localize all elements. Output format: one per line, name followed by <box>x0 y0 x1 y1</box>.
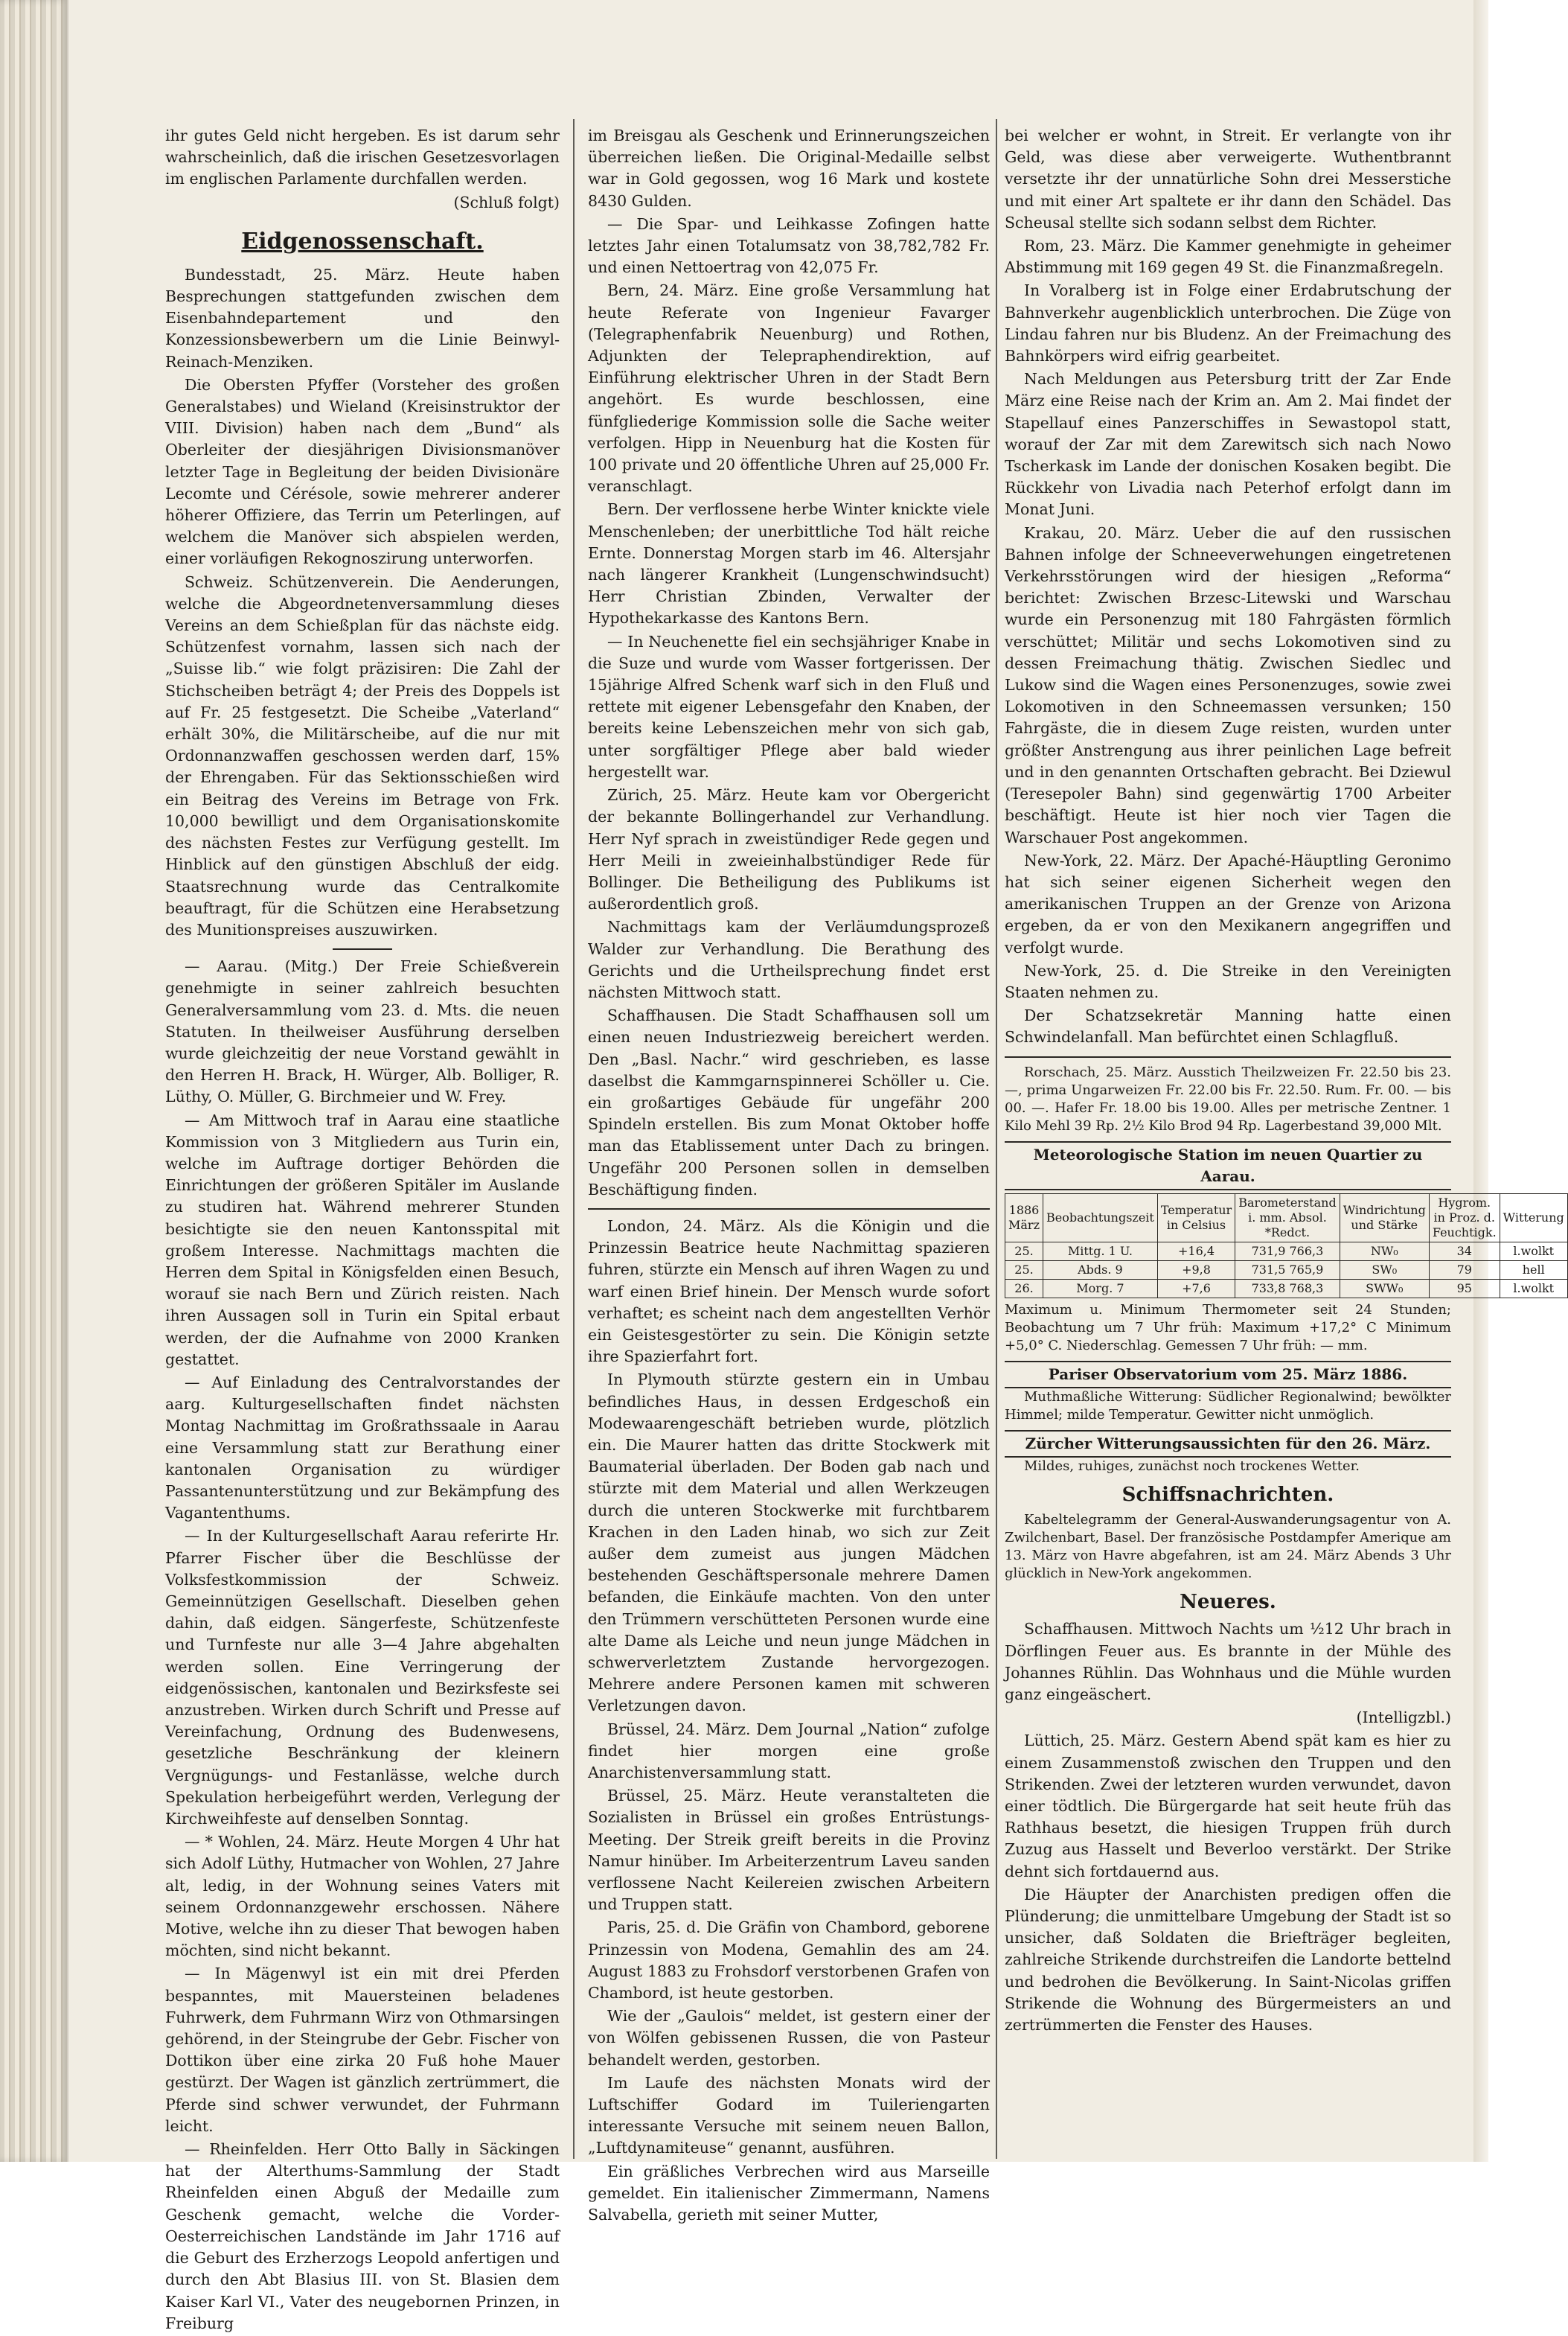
article-bundesstadt: Bundesstadt, 25. März. Heute haben Besprechungen stattgefunden zwischen dem Eisenbahndepartement und den Konzessionsbewerbern um die Linie Beinwyl-Reinach-Menziken. <box>165 265 560 371</box>
paris-observatory-title: Pariser Observatorium vom 25. März 1886. <box>1005 1361 1451 1388</box>
article-wohlen: — * Wohlen, 24. März. Heute Morgen 4 Uhr hat sich Adolf Lüthy, Hutmacher von Wohlen, 27 Jahre alt, ledig, in der Wohnung seines Vaters mit seinem Ordonnanzgewehr erschossen. Nähere Motive, welche ihn zu dieser That bewogen haben möchten, sind nicht bekannt. <box>165 1833 560 1960</box>
ship-news: Kabeltelegramm der General-Auswanderungsagentur von A. Zwilchenbart, Basel. Der französische Postdampfer Amerique am 13. März von Havre abgefahren, ist am 24. März Abends 3 Uhr glücklich in New-York angekommen. <box>1005 1512 1451 1582</box>
header-cell: Temperatur in Celsius <box>1157 1193 1235 1242</box>
table-row <box>1005 1242 1568 1260</box>
table-cell: 79 <box>1429 1260 1500 1279</box>
table-cell: Mittg. 1 U. <box>1043 1242 1158 1260</box>
article-new-york-2: New-York, 25. d. Die Streike in den Vereinigten Staaten nehmen zu. <box>1005 961 1451 1001</box>
table-cell: SWW₀ <box>1340 1279 1429 1298</box>
article-medaille: im Breisgau als Geschenk und Erinnerungszeichen überreichen ließen. Die Original-Medaille selbst war in Gold gegossen, wog 16 Mark und kostete 8430 Gulden. <box>588 127 990 210</box>
article-gaulois: Wie der „Gaulois“ meldet, ist gestern einer der von Wölfen gebissenen Russen, die von Pasteur behandelt werden, gestorben. <box>588 2007 990 2069</box>
article-bruessel-2: Brüssel, 25. März. Heute veranstalteten die Sozialisten in Brüssel ein großes Entrüstungs-Meeting. Der Streik greift bereits in die Provinz Namur hinüber. Im Arbeiterzentrum Laveu sanden verflossene Nacht Keilereien zwischen Arbeitern und Truppen statt. <box>588 1787 990 1914</box>
article-ireland-end: ihr gutes Geld nicht hergeben. Es ist darum sehr wahrscheinlich, daß die irischen Gesetzesvorlagen im englischen Parlamente durchfallen werden. <box>165 127 560 188</box>
table-cell: +16,4 <box>1157 1242 1235 1260</box>
article-rom: Rom, 23. März. Die Kammer genehmigte in geheimer Abstimmung mit 169 gegen 49 St. die Finanzmaßregeln. <box>1005 237 1451 277</box>
header-cell: Witterung <box>1500 1193 1567 1242</box>
table-cell: 25. <box>1005 1242 1043 1260</box>
zurich-forecast-text: Mildes, ruhiges, zunächst noch trockenes Wetter. <box>1024 1458 1360 1475</box>
table-cell: NW₀ <box>1340 1242 1429 1260</box>
table-cell: l.wolkt <box>1500 1279 1567 1298</box>
header-cell: Beobachtungszeit <box>1043 1193 1158 1242</box>
article-godard: Im Laufe des nächsten Monats wird der Luftschiffer Godard im Tuileriengarten interessante Versuche mit seinem neuen Ballon, „Luftdynamiteuse“ genannt, ausführen. <box>588 2073 990 2157</box>
column-3 <box>1005 125 1564 2037</box>
article-london: London, 24. März. Als die Königin und die Prinzessin Beatrice heute Nachmittag spazieren fuhren, stürzte ein Mensch auf ihren Wagen zu und warf einen Brief hinein. Der Mensch wurde sofort verhaftet; es scheint nach dem angestellten Verhör ein Geistesgestörter zu sein. Die Königin setzte ihre Spazierfahrt fort. <box>588 1216 990 1366</box>
article-zuerich-bollinger: Zürich, 25. März. Heute kam vor Obergericht der bekannte Bollingerhandel zur Verhandlung. Herr Nyf sprach in zweistündiger Rede gegen und Herr Meili in zweieinhalbstündiger Rede für Bollinger. Die Betheiligung des Publikums ist außerordentlich groß. <box>588 786 990 913</box>
section-heading-schiffsnachrichten: Schiffsnachrichten. <box>1121 1484 1334 1507</box>
header-cell: Hygrom. in Proz. d. Feuchtigk. <box>1429 1193 1500 1242</box>
article-luettich: Lüttich, 25. März. Gestern Abend spät kam es hier zu einem Zusammenstoß zwischen den Truppen und den Strikenden. Zwei der letzteren wurden verwundet, davon einer tödtlich. Die Bürgergarde hat seit heute früh das Rathhaus besetzt, die hiesigen Truppen früh durch Zuzug aus Hasselt und Beverloo verstärkt. Der Strike dehnt sich fortdauernd aus. <box>1005 1732 1451 1880</box>
article-new-york-1: New-York, 22. März. Der Apaché-Häuptling Geronimo hat sich seiner eigenen Sicherheit wegen den amerikanischen Truppen an der Grenze von Arizona ergeben, da er von den Mexikanern angegriffen und verfolgt wurde. <box>1005 851 1451 957</box>
divider <box>1005 1056 1451 1058</box>
table-row <box>1005 1279 1568 1298</box>
divider <box>333 948 392 950</box>
table-row <box>1005 1260 1568 1279</box>
article-bruessel-1: Brüssel, 24. März. Dem Journal „Nation“ zufolge findet hier morgen eine große Anarchistenversammlung statt. <box>588 1720 990 1782</box>
header-cell: Barometerstand i. mm. Absol. *Redct. <box>1235 1193 1340 1242</box>
section-heading-neueres: Neueres. <box>1180 1591 1276 1614</box>
article-aarau-schiessverein: — Aarau. (Mitg.) Der Freie Schießverein genehmigte in seiner zahlreich besuchten Generalversammlung vom 23. d. Mts. die neuen Statuten. In theilweiser Ausführung derselben wurde gleichzeitig der neue Vorstand gewählt in den Herren H. Brack, H. Würger, Alb. Bolliger, R. Lüthy, O. Müller, G. Birchmeier und W. Frey. <box>165 957 560 1106</box>
article-schuetzenverein: Schweiz. Schützenverein. Die Aenderungen, welche die Abgeordnetenversammlung dieses Vereins an dem Schießplan für das nächste eidg. Schützenfest vornahm, lassen sich nach der „Suisse lib.“ wie folgt präzisiren: Die Zahl der Stichscheiben beträgt 4; der Preis des Doppels ist auf Fr. 25 festgesetzt. Die Scheibe „Vaterland“ erhält 30%, die Militärscheibe, auf die nur mit Ordonnanzwaffen geschossen werden darf, 15% der Ehrengaben. Für das Sektionsschießen wird ein Beitrag des Vereins im Betrage von Frk. 10,000 bewilligt und dem Organisationskomite des nächsten Festes zur Verfügung gestellt. Im Hinblick auf den günstigen Abschluß der eidg. Staatsrechnung wurde das Centralkomite beauftragt, für die Schützen eine Herabsetzung des Munitionspreises auszuwirken. <box>165 572 560 939</box>
article-turin-kommission: — Am Mittwoch traf in Aarau eine staatliche Kommission von 3 Mitgliedern aus Turin ein, welche im Auftrage dortiger Behörden die Einrichtungen der größeren Spitäler im Auslande zu studiren hat. Während mehrerer Stunden besichtigte sie den neuen Kantonsspital mit großem Interesse. Nachmittags machten die Herren dem Spital in Königsfelden einen Besuch, worauf sie nach Bern und Zürich reisten. Nach ihren Aussagen soll in Turin ein Spital erbaut werden, der die Aufnahme von 2000 Kranken gestattet. <box>165 1111 560 1368</box>
page-edge <box>1473 0 1488 2162</box>
article-plymouth: In Plymouth stürzte gestern ein in Umbau befindliches Haus, in dessen Erdgeschoß ein Modewaarengeschäft betrieben wurde, plötzlich ein. Die Maurer hatten das dritte Stockwerk mit Baumaterial überladen. Der Boden gab nach und stürzte mit dem Material und allen Werkzeugen durch die unteren Stockwerke mit furchtbarem Krachen in den Laden hinab, wo sich zur Zeit außer dem zumeist aus jungen Mädchen bestehenden Geschäftspersonale mehrere Damen befanden, die Einkäufe machten. Von den unter den Trümmern verschütteten Personen wurde eine alte Dame als Leiche und neun junge Mädchen in schwerverletztem Zustande hervorgezogen. Mehrere andere Personen kamen mit schweren Verletzungen davon. <box>588 1370 990 1715</box>
table-cell: 26. <box>1005 1279 1043 1298</box>
paris-observatory-text: Muthmaßliche Witterung: Südlicher Regionalwind; bewölkter Himmel; milde Temperatur. Gewitter nicht unmöglich. <box>1005 1389 1451 1423</box>
table-cell: 731,9 766,3 <box>1235 1242 1340 1260</box>
table-cell: 34 <box>1429 1242 1500 1260</box>
table-cell: 95 <box>1429 1279 1500 1298</box>
market-report-rorschach: Rorschach, 25. März. Ausstich Theilzweizen Fr. 22.50 bis 23.—, prima Ungarweizen Fr. 22.00 bis Fr. 22.50. Rum. Fr. 00. — bis 00. —. Hafer Fr. 18.00 bis 19.00. Alles per metrische Zentner. 1 Kilo Mehl 39 Rp. 2½ Kilo Brod 94 Rp. Lagerbestand 39,000 Mlt. <box>1005 1064 1451 1134</box>
article-anarchisten: Die Häupter der Anarchisten predigen offen die Plünderung; die unmittelbare Umgebung der Stadt ist so unsicher, daß Soldaten die Briefträger begleiten, zahlreiche Strikende durchstreifen die Landorte bettelnd und bedrohen die Bevölkerung. In Saint-Nicolas griffen Strikende die Wohnung des Bürgermeisters an und zertrümmerten die Fenster des Hauses. <box>1005 1885 1451 2034</box>
article-neuchenette: — In Neuchenette fiel ein sechsjähriger Knabe in die Suze und wurde vom Wasser fortgerissen. Der 15jährige Alfred Schenk warf sich in den Fluß und rettete mit eigener Lebensgefahr den Knaben, der bereits keine Lebenszeichen mehr von sich gab, unter sorgfältiger Pflege aber bald wieder hergestellt war. <box>588 632 990 781</box>
article-bern-uhren: Bern, 24. März. Eine große Versammlung hat heute Referate von Ingenieur Favarger (Telegraphenfabrik Neuenburg) und Rothen, Adjunkten der Telepraphendirektion, auf Einführung elektrischer Uhren in der Stadt Bern angehört. Es wurde beschlossen, eine fünfgliederige Kommission solle die Sache weiter verfolgen. Hipp in Neuenburg hat die Kosten für 100 private und 20 öffentliche Uhren auf 25,000 Fr. veranschlagt. <box>588 281 990 496</box>
article-paris: Paris, 25. d. Die Gräfin von Chambord, geborene Prinzessin von Modena, Gemahlin des am 24. August 1883 zu Frohsdorf verstorbenen Grafen von Chambord, ist heute gestorben. <box>588 1918 990 2002</box>
article-obersten: Die Obersten Pfyffer (Vorsteher des großen Generalstabes) und Wieland (Kreisinstruktor der VIII. Division) haben nach dem „Bund“ als Oberleiter der diesjährigen Divisionsmanöver letzter Tage in Begleitung der beiden Divisionäre Lecomte und Cérésole, sowie mehrerer anderer höherer Offiziere, das Terrin um Peterlingen, auf welchem die Manöver sich abspielen werden, einer vorläufigen Rekognoszirung unterworfen. <box>165 375 560 568</box>
column-rule-2 <box>996 119 997 2159</box>
article-petersburg: Nach Meldungen aus Petersburg tritt der Zar Ende März eine Reise nach der Krim an. Am 2. Mai findet der Stapellauf eines Panzerschiffes in Sewastopol statt, worauf der Zar mit dem Zarewitsch sich nach Nowo Tscherkask im Lande der donischen Kosaken begibt. Die Rückkehr von Livadia nach Peterhof erfolgt dann im Monat Juni. <box>1005 370 1451 519</box>
article-bern-zbinden: Bern. Der verflossene herbe Winter knickte viele Menschenleben; der unerbittliche Tod hält reiche Ernte. Donnerstag Morgen starb im 46. Altersjahr nach längerer Krankheit (Lungenschwindsucht) Herr Christian Zbinden, Verwalter der Hypothekarkasse des Kantons Bern. <box>588 500 990 628</box>
weather-station-title: Meteorologische Station im neuen Quartier zu Aarau. <box>1005 1141 1451 1190</box>
weather-notes: Maximum u. Minimum Thermometer seit 24 Stunden; Beobachtung um 7 Uhr früh: Maximum +17,2° C Minimum +5,0° C. Niederschlag. Gemessen 7 Uhr früh: — mm. <box>1005 1301 1451 1353</box>
article-walder: Nachmittags kam der Verläumdungsprozeß Walder zur Verhandlung. Die Berathung des Gerichts und die Urtheilsprechung findet erst nächsten Mittwoch statt. <box>588 918 990 1001</box>
article-schaffhausen: Schaffhausen. Die Stadt Schaffhausen soll um einen neuen Industriezweig bereichert werden. Den „Basl. Nachr.“ wird geschrieben, es lasse daselbst die Kammgarnspinnerei Schöller u. Cie. ein großartiges Gebäude für ungefähr 200 Spindeln erstellen. Bis zum Monat Oktober hoffe man das Etablissement unter Dach zu bringen. Ungefähr 200 Personen sollen in demselben Beschäftigung finden. <box>588 1006 990 1199</box>
weather-table-header <box>1005 1193 1568 1242</box>
article-kulturgesellschaften: — Auf Einladung des Centralvorstandes der aarg. Kulturgesellschaften findet nächsten Montag Nachmittag im Großrathssaale in Aarau eine Versammlung statt zur Berathung einer kantonalen Organisation zu würdiger Passantenunterstützung und zur Bekämpfung des Vagantenthums. <box>165 1373 560 1522</box>
column-1 <box>165 125 560 2336</box>
weather-table <box>1005 1193 1568 1298</box>
table-cell: Morg. 7 <box>1043 1279 1158 1298</box>
book-binding-edge <box>0 0 68 2162</box>
table-cell: +7,6 <box>1157 1279 1235 1298</box>
table-cell: +9,8 <box>1157 1260 1235 1279</box>
table-cell: hell <box>1500 1260 1567 1279</box>
source-note: (Intelligzbl.) <box>1356 1708 1451 1727</box>
article-schaffhausen-feuer: Schaffhausen. Mittwoch Nachts um ½12 Uhr brach in Dörflingen Feuer aus. Es brannte in der Mühle des Johannes Rühlin. Das Wohnhaus und die Mühle wurden ganz eingeäschert. <box>1005 1620 1451 1703</box>
article-marseille: Ein gräßliches Verbrechen wird aus Marseille gemeldet. Ein italienischer Zimmermann, Namens Salvabella, gerieth mit seiner Mutter, <box>588 2162 990 2224</box>
article-krakau: Krakau, 20. März. Ueber die auf den russischen Bahnen infolge der Schneeverwehungen eingetretenen Verkehrsstörungen wird der hiesigen „Reforma“ berichtet: Zwischen Brzesc-Litewski und Warschau wurde ein Personenzug mit 180 Fahrgästen förmlich verschüttet; Militär und sechs Lokomotiven sind zu dessen Freimachung thätig. Zwischen Siedlec und Lukow sind die Wagen eines Personenzuges, sowie zwei Lokomotiven in den Schneemassen versunken; 150 Fahrgäste, die in diesem Zuge reisten, wurden unter größter Anstrengung aus ihrer peinlichen Lage befreit und in den genannten Ortschaften gebracht. Bei Dziewul (Teresepoler Bahn) sind gegenwärtig 1700 Arbeiter beschäftigt. Heute ist hier noch vier Tagen die Warschauer Post angekommen. <box>1005 523 1451 846</box>
article-manning: Der Schatzsekretär Manning hatte einen Schwindelanfall. Man befürchtet einen Schlagfluß. <box>1005 1006 1451 1047</box>
divider <box>588 1208 990 1210</box>
column-2 <box>588 125 990 2227</box>
table-cell: l.wolkt <box>1500 1242 1567 1260</box>
table-cell: 25. <box>1005 1260 1043 1279</box>
continued-note: (Schluß folgt) <box>453 193 560 211</box>
article-marseille-cont: bei welcher er wohnt, in Streit. Er verlangte von ihr Geld, was diese aber verweigerte. Wuthentbrannt versetzte ihr der unnatürliche Sohn drei Messerstiche und mit einer Art spaltete er ihr dann den Schädel. Das Scheusal stellte sich sodann selbst dem Richter. <box>1005 127 1451 232</box>
table-cell: SW₀ <box>1340 1260 1429 1279</box>
article-volksfest: — In der Kulturgesellschaft Aarau referirte Hr. Pfarrer Fischer über die Beschlüsse der Volksfestkommission der Schweiz. Gemeinnützigen Gesellschaft. Dieselben gehen dahin, daß eidgen. Sängerfeste, Schützenfeste und Turnfeste nur alle 3—4 Jahre abgehalten werden sollen. Eine Verringerung der eidgenössischen, kantonalen und Bezirksfeste sei anzustreben. Wirken durch Schrift und Presse auf Vereinfachung, Ordnung des Budenwesens, gesetzliche Beschränkung der kleinern Vergnügungs- und Festanlässe, welche durch Spekulation herbeigeführt werden, Verlegung der Kirchweihfeste auf denselben Sonntag. <box>165 1527 560 1828</box>
zurich-forecast-title: Zürcher Witterungsaussichten für den 26. März. <box>1005 1430 1451 1458</box>
column-rule-1 <box>573 119 575 2159</box>
table-cell: 731,5 765,9 <box>1235 1260 1340 1279</box>
article-voralberg: In Voralberg ist in Folge einer Erdabrutschung der Bahnverkehr augenblicklich unterbrochen. Die Züge von Lindau fahren nur bis Bludenz. An der Freimachung des Bahnkörpers wird eifrig gearbeitet. <box>1005 281 1451 366</box>
article-zofingen: — Die Spar- und Leihkasse Zofingen hatte letztes Jahr einen Totalumsatz von 38,782,782 Fr. und einen Nettoertrag von 42,075 Fr. <box>588 214 990 277</box>
article-rheinfelden: — Rheinfelden. Herr Otto Bally in Säckingen hat der Alterthums-Sammlung der Stadt Rheinfelden einen Abguß der Medaille zum Geschenk gemacht, welche die Vorder-Oesterreichischen Landstände im Jahr 1716 auf die Geburt des Erzherzogs Leopold anfertigen und durch den Abt Blasius III. von St. Blasien dem Kaiser Karl VI., Vater des neugebornen Prinzen, in Freiburg <box>165 2140 560 2332</box>
table-cell: Abds. 9 <box>1043 1260 1158 1279</box>
article-maegenwyl: — In Mägenwyl ist ein mit drei Pferden bespanntes, mit Mauersteinen beladenes Fuhrwerk, dem Fuhrmann Wirz von Othmarsingen gehörend, in der Steingrube der Gebr. Fischer von Dottikon über eine zirka 20 Fuß hohe Mauer gestürzt. Der Wagen ist gänzlich zertrümmert, die Pferde sind schwer verwundet, der Fuhrmann leicht. <box>165 1965 560 2135</box>
header-cell: Windrichtung und Stärke <box>1340 1193 1429 1242</box>
table-cell: 733,8 768,3 <box>1235 1279 1340 1298</box>
header-cell: 1886 März <box>1005 1193 1043 1242</box>
section-heading-eidgenossenschaft: Eidgenossenschaft. <box>241 228 484 255</box>
